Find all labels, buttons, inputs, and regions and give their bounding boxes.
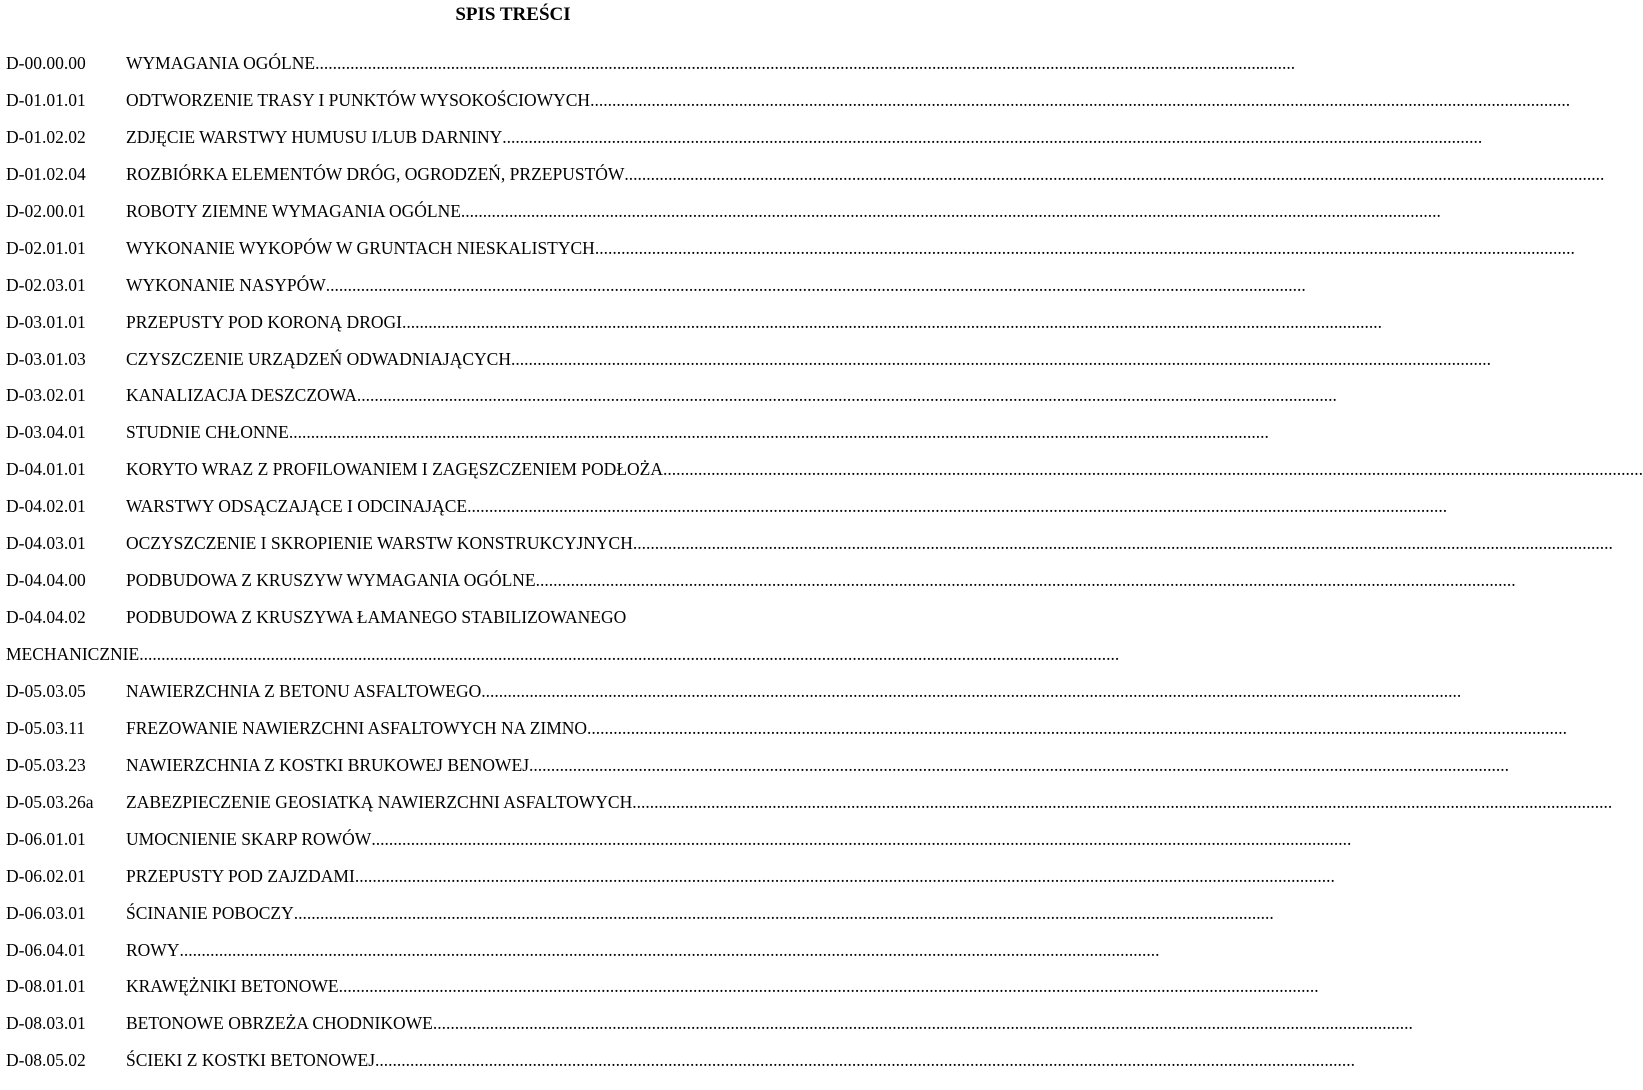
- toc-row: [6, 420, 1269, 457]
- toc-leader-dots: ................................................................................................................................................................................................................................: [587, 717, 1568, 738]
- toc-code: D-01.02.02: [6, 126, 86, 147]
- toc-row: [6, 827, 1352, 864]
- toc-code: D-06.03.01: [6, 902, 86, 923]
- toc-row: [6, 383, 1337, 420]
- toc-title: STUDNIE CHŁONNE: [126, 422, 289, 443]
- toc-leader-dots: ................................................................................................................................................................................................................................: [632, 791, 1613, 812]
- toc-code: D-01.02.04: [6, 163, 86, 184]
- toc-row: [6, 310, 1382, 347]
- toc-code: D-08.05.02: [6, 1050, 86, 1071]
- toc-code: D-05.03.11: [6, 717, 86, 738]
- toc-title: WYMAGANIA OGÓLNE: [126, 53, 316, 73]
- toc-row: [6, 1048, 1356, 1085]
- toc-leader-dots: ................................................................................................................................................................................................................................: [179, 939, 1160, 960]
- toc-title: KANALIZACJA DESZCZOWA: [126, 385, 357, 406]
- toc-code: D-04.04.02: [6, 607, 86, 628]
- toc-title: PRZEPUSTY POD KORONĄ DROGI: [126, 311, 402, 332]
- toc-row: [6, 199, 1441, 236]
- toc-row: [6, 457, 1643, 494]
- toc-leader-dots: ................................................................................................................................................................................................................................: [375, 1050, 1356, 1071]
- toc-leader-dots: ................................................................................................................................................................................................................................: [632, 533, 1613, 554]
- toc-code: D-05.03.23: [6, 754, 86, 775]
- toc-leader-dots: ................................................................................................................................................................................................................................: [338, 976, 1319, 997]
- toc-leader-dots: ................................................................................................................................................................................................................................: [139, 644, 1120, 664]
- toc-title: PRZEPUSTY POD ZAJZDAMI: [126, 865, 355, 886]
- toc-title: KRAWĘŻNIKI BETONOWE: [126, 976, 339, 997]
- toc-title: WYKONANIE WYKOPÓW W GRUNTACH NIESKALISTYCH: [126, 237, 595, 258]
- toc-code: D-06.01.01: [6, 828, 86, 849]
- toc-code: D-00.00.00: [6, 53, 86, 73]
- toc-title: FREZOWANIE NAWIERZCHNI ASFALTOWYCH NA ZIMNO: [126, 717, 588, 738]
- toc-title: PODBUDOWA Z KRUSZYW WYMAGANIA OGÓLNE: [126, 570, 536, 591]
- toc-code: D-02.01.01: [6, 237, 86, 258]
- toc-leader-dots: ................................................................................................................................................................................................................................: [590, 89, 1571, 110]
- toc-leader-dots: ................................................................................................................................................................................................................................: [535, 570, 1516, 591]
- toc-row: [6, 1011, 1413, 1048]
- toc-title: OCZYSZCZENIE I SKROPIENIE WARSTW KONSTRUKCYJNYCH: [126, 533, 633, 554]
- toc-leader-dots: ................................................................................................................................................................................................................................: [356, 385, 1337, 406]
- toc-title: BETONOWE OBRZEŻA CHODNIKOWE: [126, 1013, 433, 1034]
- toc-row: [6, 679, 1462, 716]
- toc-row: [6, 162, 1605, 199]
- toc-row: [6, 901, 1274, 938]
- toc-leader-dots: ................................................................................................................................................................................................................................: [315, 53, 1296, 73]
- toc-row: [6, 347, 1491, 384]
- toc-title: KORYTO WRAZ Z PROFILOWANIEM I ZAGĘSZCZENIEM PODŁOŻA: [126, 459, 663, 480]
- toc-title: WARSTWY ODSĄCZAJĄCE I ODCINAJĄCE: [126, 496, 468, 517]
- toc-title: ODTWORZENIE TRASY I PUNKTÓW WYSOKOŚCIOWYCH: [126, 89, 591, 110]
- toc-code: D-03.01.03: [6, 348, 86, 369]
- toc-row: [6, 716, 1568, 753]
- toc-leader-dots: ................................................................................................................................................................................................................................: [594, 237, 1575, 258]
- toc-leader-dots: ................................................................................................................................................................................................................................: [502, 126, 1483, 147]
- toc-leader-dots: ................................................................................................................................................................................................................................: [432, 1013, 1413, 1034]
- toc-code: D-04.01.01: [6, 459, 86, 480]
- toc-title: UMOCNIENIE SKARP ROWÓW: [126, 828, 372, 849]
- toc-code: D-05.03.05: [6, 680, 86, 701]
- toc-leader-dots: ................................................................................................................................................................................................................................: [662, 459, 1643, 480]
- toc-row: [6, 531, 1613, 568]
- toc-row: [6, 125, 1483, 162]
- toc-leader-dots: ................................................................................................................................................................................................................................: [510, 348, 1491, 369]
- toc-code: D-04.03.01: [6, 533, 86, 554]
- toc-title: CZYSZCZENIE URZĄDZEŃ ODWADNIAJĄCYCH: [126, 348, 511, 369]
- toc-code: D-01.01.01: [6, 89, 86, 110]
- toc-code: D-08.01.01: [6, 976, 86, 997]
- toc-row: [6, 864, 1335, 901]
- toc-row: [6, 51, 1296, 88]
- toc-leader-dots: ................................................................................................................................................................................................................................: [293, 902, 1274, 923]
- toc-code: D-06.04.01: [6, 939, 86, 960]
- toc-row-continuation: [6, 642, 1120, 679]
- toc-leader-dots: ................................................................................................................................................................................................................................: [371, 828, 1352, 849]
- toc-row: [6, 494, 1448, 531]
- toc-row: [6, 605, 958, 642]
- toc-leader-dots: ................................................................................................................................................................................................................................: [325, 274, 1306, 295]
- toc-row: [6, 236, 1575, 273]
- toc-title: ZDJĘCIE WARSTWY HUMUSU I/LUB DARNINY: [126, 126, 503, 147]
- toc-code: D-08.03.01: [6, 1013, 86, 1034]
- toc-row: [6, 273, 1306, 310]
- toc-title: ZABEZPIECZENIE GEOSIATKĄ NAWIERZCHNI ASFALTOWYCH: [126, 791, 633, 812]
- toc-title: WYKONANIE NASYPÓW: [126, 274, 326, 295]
- toc-leader-dots: ................................................................................................................................................................................................................................: [288, 422, 1269, 443]
- page-title: SPIS TREŚCI: [455, 4, 571, 25]
- toc-row: [6, 568, 1516, 605]
- toc-code: D-03.02.01: [6, 385, 86, 406]
- toc-title: MECHANICZNIE: [6, 644, 140, 664]
- toc-leader-dots: ................................................................................................................................................................................................................................: [624, 163, 1605, 184]
- toc-leader-dots: ................................................................................................................................................................................................................................: [354, 865, 1335, 886]
- toc-leader-dots: ................................................................................................................................................................................................................................: [467, 496, 1448, 517]
- toc-title: ROZBIÓRKA ELEMENTÓW DRÓG, OGRODZEŃ, PRZEPUSTÓW: [126, 163, 625, 184]
- toc-title: ŚCINANIE POBOCZY: [126, 902, 294, 923]
- toc-code: D-05.03.26a: [6, 791, 94, 812]
- toc-code: D-02.03.01: [6, 274, 86, 295]
- toc-leader-dots: ................................................................................................................................................................................................................................: [401, 311, 1382, 332]
- toc-code: D-02.00.01: [6, 200, 86, 221]
- toc-code: D-03.01.01: [6, 311, 86, 332]
- toc-title: NAWIERZCHNIA Z KOSTKI BRUKOWEJ BENOWEJ: [126, 754, 530, 775]
- toc-row: [6, 88, 1571, 125]
- toc-code: D-03.04.01: [6, 422, 86, 443]
- toc-title: ŚCIEKI Z KOSTKI BETONOWEJ: [126, 1050, 376, 1071]
- toc-title: ROWY: [126, 939, 180, 960]
- toc-title: NAWIERZCHNIA Z BETONU ASFALTOWEGO: [126, 680, 482, 701]
- toc-leader-dots: ................................................................................................................................................................................................................................: [460, 200, 1441, 221]
- toc-title: ROBOTY ZIEMNE WYMAGANIA OGÓLNE: [126, 200, 461, 221]
- toc-leader-dots: ................................................................................................................................................................................................................................: [529, 754, 1510, 775]
- toc-code: D-04.04.00: [6, 570, 86, 591]
- toc-code: D-04.02.01: [6, 496, 86, 517]
- toc-code: D-06.02.01: [6, 865, 86, 886]
- toc-row: [6, 753, 1510, 790]
- toc-row: [6, 974, 1319, 1011]
- toc-row: [6, 938, 1160, 975]
- toc-leader-dots: ................................................................................................................................................................................................................................: [481, 680, 1462, 701]
- table-of-contents: [6, 51, 1643, 1085]
- toc-title: PODBUDOWA Z KRUSZYWA ŁAMANEGO STABILIZOWANEGO: [126, 607, 627, 628]
- toc-row: [6, 790, 1613, 827]
